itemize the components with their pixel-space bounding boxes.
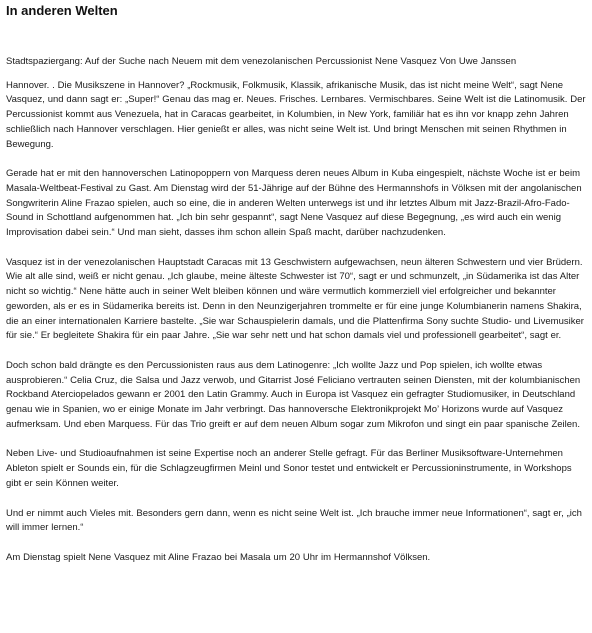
article-paragraph: Doch schon bald drängte es den Percussionisten raus aus dem Latinogenre: „Ich wollte Jazz und Pop spielen, ich wollte etwas ausprobieren.“ Celia Cruz, die Salsa und Jazz verwob, und Gitarrist José Feliciano vertrauten seinen Diensten, mit der kolumbianischen Rockband Aterciopelados gewann er 2001 den Latin Grammy. Auch in Europa ist Vasquez ein gefragter Studiomusiker, in Deutschland genau wie in Spanien, wo er einige Monate im Jahr verbringt. Das hannoversche Elektronikprojekt Mo’ Horizons wurde auf Vasquez aufmerksam. Und eben Marquess. Für das Trio greift er auf dem neuen Album sogar zum Mikrofon und singt ein paar spanische Zeilen. bbox=[6, 359, 581, 430]
article-paragraph: Gerade hat er mit den hannoverschen Latinopoppern von Marquess deren neues Album in Kuba eingespielt, nächste Woche ist er beim Masala-Weltbeat-Festival zu Gast. Am Dienstag wird der 51-Jährige auf der Bühne des Hermannshofs in Völksen mit der angolanischen Songwriterin Aline Frazao spielen, auch so eine, die in anderen Welten unterwegs ist und ihr letztes Album mit Jazz-Brazil-Afro-Fado-Sound in Schottland aufgenommen hat. „Ich bin sehr gespannt“, sagt Nene Vasquez auf diese Begegnung, „es wird auch ein wenig Improvisation dabei sein.“ Und man sieht, dasses ihm schon allein Spaß macht, darüber nachzudenken. bbox=[6, 168, 582, 239]
article-title: In anderen Welten bbox=[6, 3, 118, 18]
article-paragraph: Hannover. . Die Musikszene in Hannover? „Rockmusik, Folkmusik, Klassik, afrikanische Musik, das ist nicht meine Welt“, sagt Nene Vasquez, und dann sagt er: „Super!“ Genau das mag er. Neues. Frisches. Lernbares. Vermischbares. Seine Welt ist die Latinomusik. Der Percussionist kommt aus Venezuela, hat in Caracas gearbeitet, in Kolumbien, in New York, familiär hat es ihn vor knapp zehn Jahren schließlich nach Hannover verschlagen. Hier genießt er alles, was nicht seine Welt ist. Und bringt Menschen mit seinen Rhythmen in Bewegung. bbox=[6, 79, 586, 150]
article-paragraph: Vasquez ist in der venezolanischen Hauptstadt Caracas mit 13 Geschwistern aufgewachsen, neun älteren Schwestern und vier Brüdern. Wie alt alle sind, weiß er nicht genau. „Ich glaube, meine älteste Schwester ist 70“, sagt er und schmunzelt, „in Südamerika ist das Alter nicht so wichtig.“ Nene hätte auch in seiner Welt bleiben können und wäre vermutlich kommerziell viel erfolgreicher und bekannter geworden, als er es in Südamerika bereits ist. Denn in den Neunzigerjahren trommelte er für eine junge Kolumbianerin namens Shakira, die an einer internationalen Karriere bastelte. „Sie war Schauspielerin damals, und die Plattenfirma Sony suchte Studio- und Livemusiker für sie.“ Er begleitete Shakira für ein paar Jahre. „Sie war sehr nett und hat schon damals viel und professionell gearbeitet“, sagt er. bbox=[6, 256, 584, 342]
article-closing-note: Am Dienstag spielt Nene Vasquez mit Aline Frazao bei Masala um 20 Uhr im Hermannshof Völksen. bbox=[6, 551, 431, 563]
article-body bbox=[6, 55, 586, 566]
article-paragraph: Neben Live- und Studioaufnahmen ist seine Expertise noch an anderer Stelle gefragt. Für das Berliner Musiksoftware-Unternehmen Ableton spielt er Sounds ein, für die Schlagzeugfirmen Meinl und Sonor testet und entwickelt er Percussioninstrumente, in Workshops gibt er sein Können weiter. bbox=[6, 448, 572, 489]
article-paragraph: Und er nimmt auch Vieles mit. Besonders gern dann, wenn es nicht seine Welt ist. „Ich brauche immer neue Informationen“, sagt er, „ich will immer lernen.“ bbox=[6, 507, 582, 534]
article-subheading: Stadtspaziergang: Auf der Suche nach Neuem mit dem venezolanischen Percussionist Nene Vasquez Von Uwe Janssen bbox=[6, 56, 517, 67]
